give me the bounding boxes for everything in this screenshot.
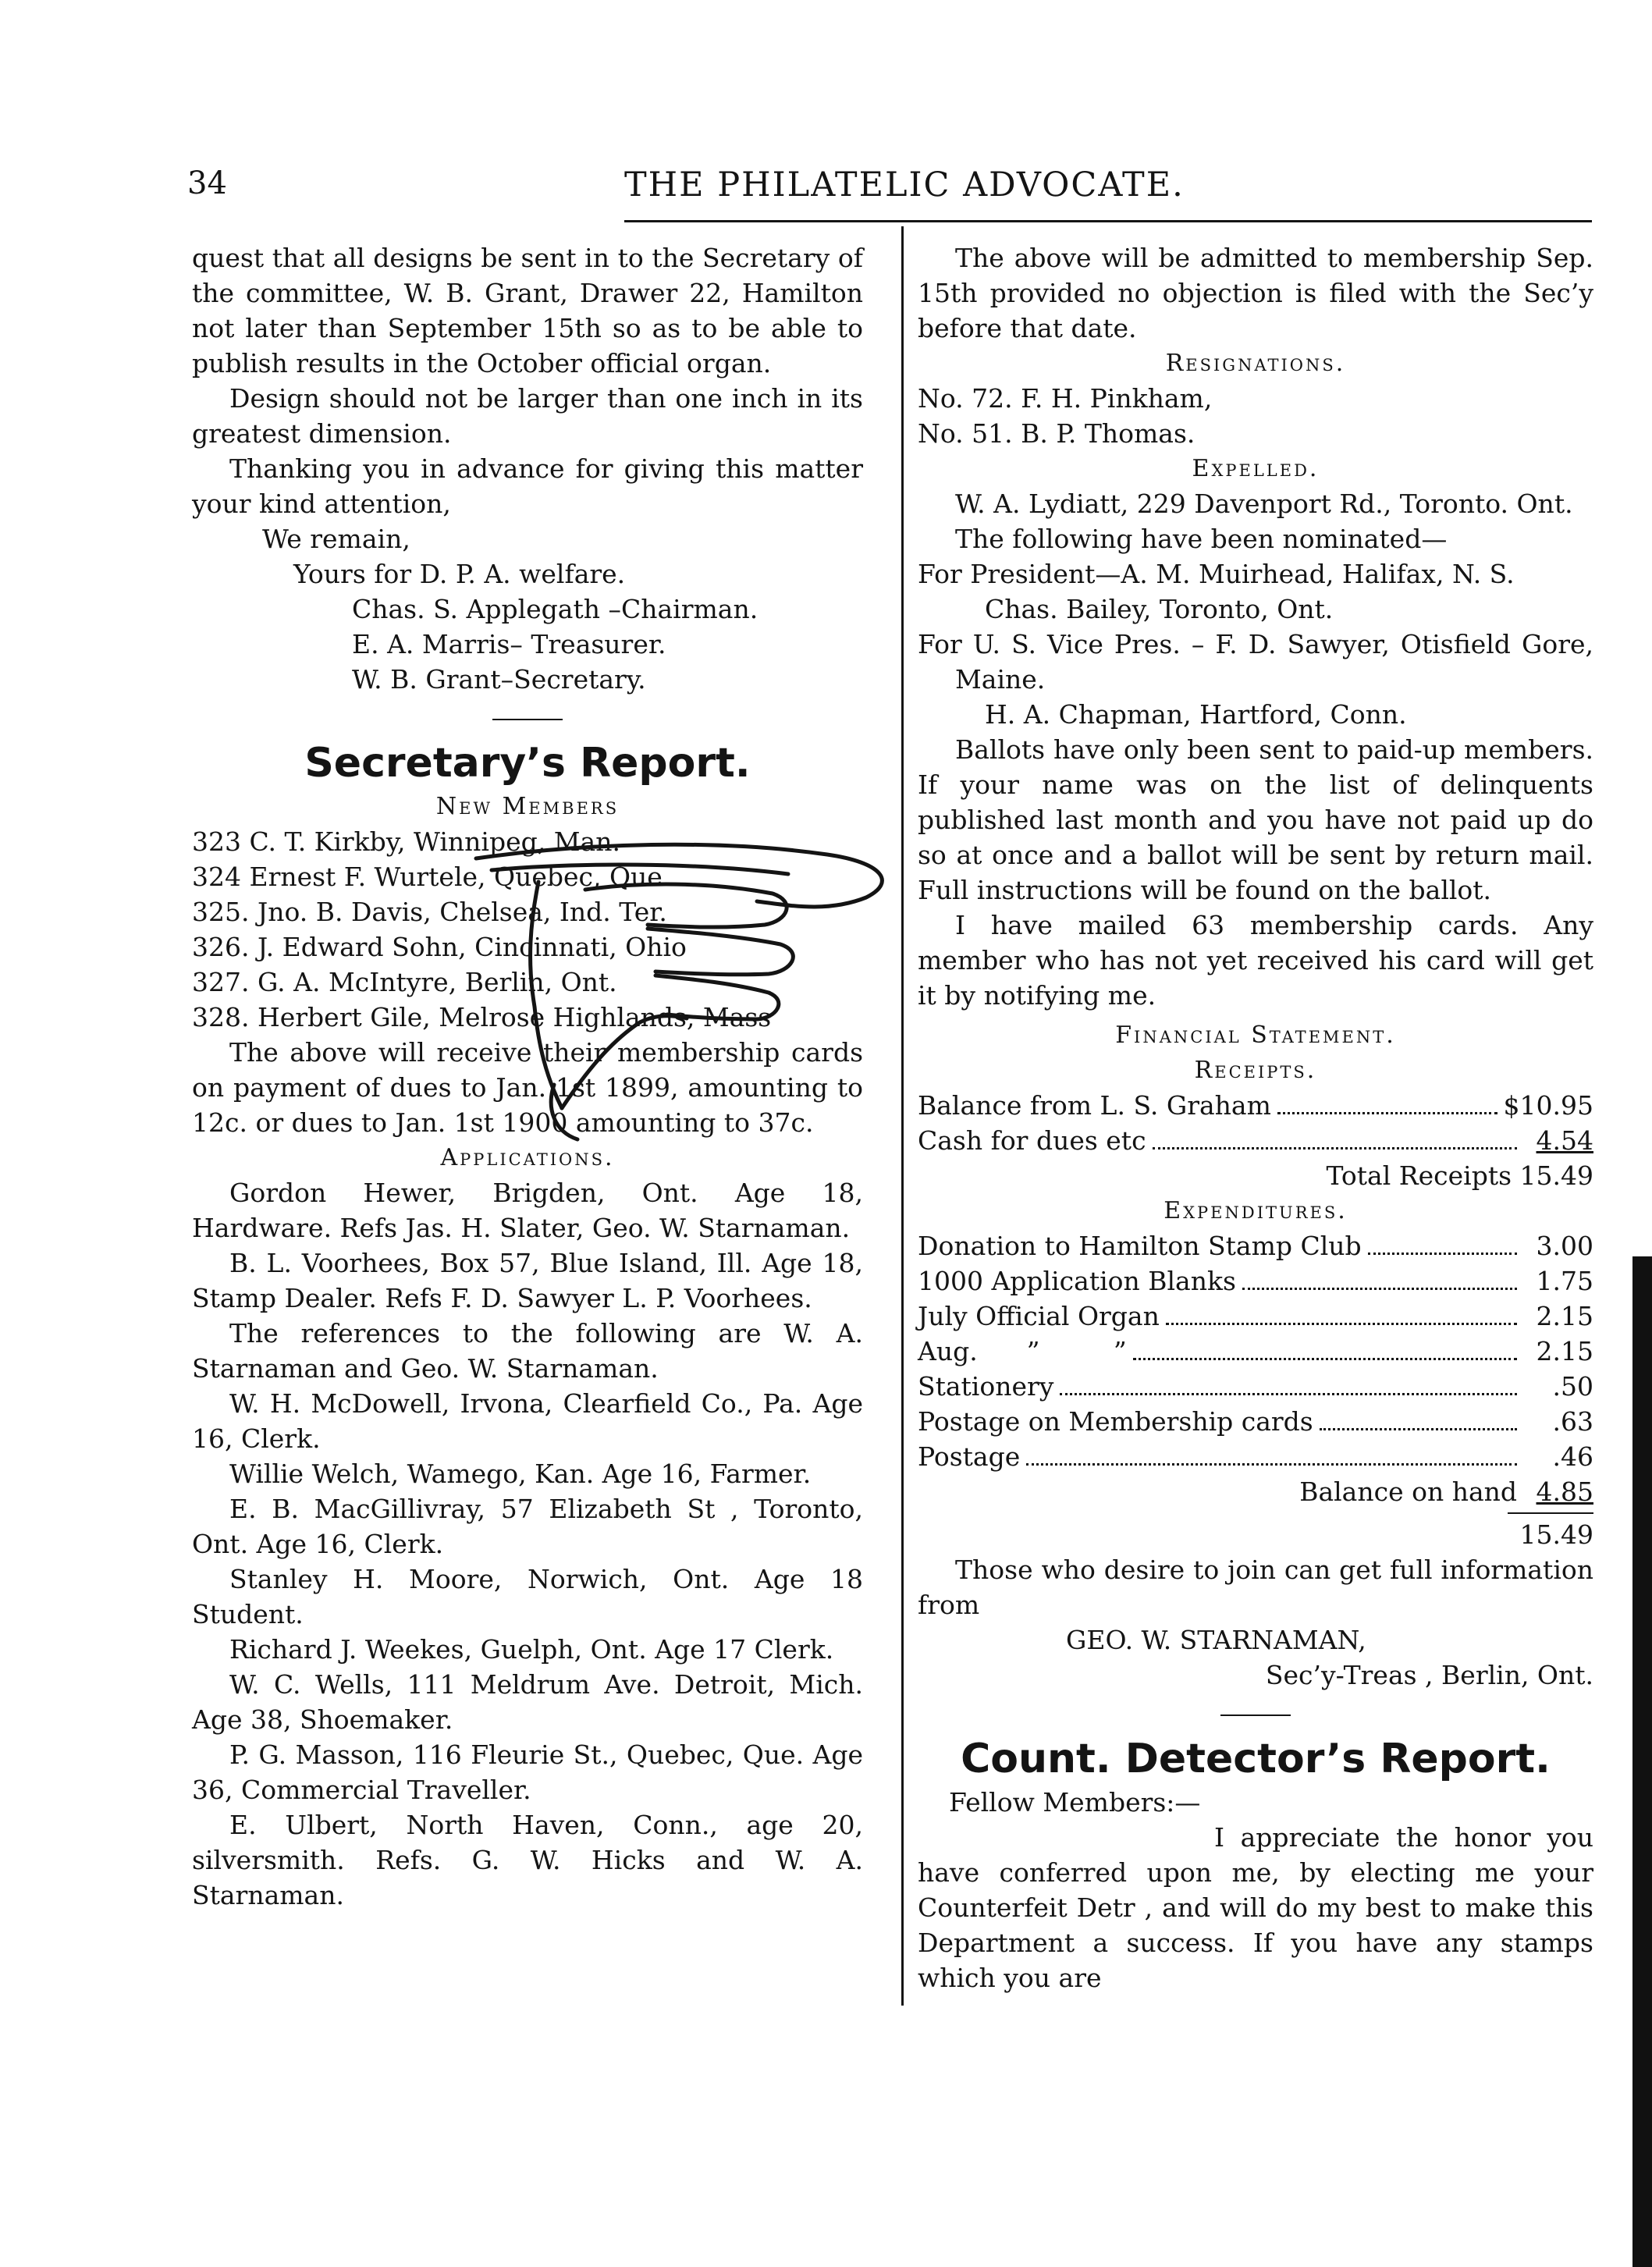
- receipt-label: Cash for dues etc: [918, 1125, 1146, 1156]
- expenditure-label: Postage on Membership cards: [918, 1406, 1313, 1437]
- expenditure-amount: .50: [1552, 1371, 1593, 1402]
- page-edge-shadow: [1632, 1256, 1652, 2267]
- intro-paragraph-3: Thanking you in advance for giving this matter your kind attention,: [192, 453, 863, 519]
- expenditure-label: Postage: [918, 1441, 1021, 1472]
- signature-treasurer: E. A. Marris– Treasurer.: [352, 629, 666, 659]
- president-nomination: For President—A. M. Muirhead, Halifax, N. S.: [918, 559, 1515, 589]
- counterfeit-report-title: Count. Detector’s Report.: [961, 1736, 1551, 1782]
- list-item: 328. Herbert Gile, Melrose Highlands, Mass: [192, 1002, 772, 1032]
- expenditure-label: Donation to Hamilton Stamp Club: [918, 1231, 1362, 1261]
- admit-note: The above will be admitted to membership Sep. 15th provided no objection is filed with the Sec’y before that date.: [918, 243, 1593, 343]
- dot-leader: [1133, 1358, 1517, 1360]
- applications-list: [192, 1175, 863, 1913]
- resignations-heading: Resignations.: [1165, 350, 1346, 377]
- expenditure-label: 1000 Application Blanks: [918, 1266, 1236, 1296]
- applications-heading: Applications.: [440, 1144, 615, 1171]
- counterfeit-paragraph: I appreciate the honor you have conferred upon me, by electing me your Counterfeit Detr , and will do my best to make this Department a success. If you have any stamps which you are: [918, 1822, 1593, 1993]
- list-item: 324 Ernest F. Wurtele, Quebec, Que.: [192, 862, 671, 892]
- signature-secretary: W. B. Grant–Secretary.: [352, 664, 646, 695]
- cards-note: I have mailed 63 membership cards. Any member who has not yet received his card will get it by notifying me.: [918, 910, 1593, 1011]
- financial-statement-heading: Financial Statement.: [1115, 1022, 1396, 1049]
- join-note: Those who desire to join can get full information from: [918, 1555, 1593, 1620]
- secretary-title: Sec’y-Treas , Berlin, Ont.: [1265, 1660, 1593, 1690]
- section-rule: [492, 719, 563, 720]
- president-alternate: Chas. Bailey, Toronto, Ont.: [985, 594, 1334, 624]
- list-item: 326. J. Edward Sohn, Cincinnati, Ohio: [192, 932, 687, 962]
- signature-chairman: Chas. S. Applegath –Chairman.: [352, 594, 758, 624]
- expenditure-amount: 1.75: [1536, 1266, 1593, 1296]
- expenditure-amount: 3.00: [1536, 1231, 1593, 1261]
- expenditure-label: July Official Organ: [918, 1301, 1160, 1331]
- total-receipts: Total Receipts 15.49: [1326, 1160, 1593, 1191]
- dot-leader: [1368, 1253, 1517, 1255]
- receipt-amount: 4.54: [1536, 1125, 1593, 1156]
- salutation: Fellow Members:—: [949, 1787, 1201, 1818]
- nominated-intro: The following have been nominated—: [955, 524, 1448, 554]
- page-number: 34: [187, 165, 227, 201]
- list-item: E. B. MacGillivray, 57 Elizabeth St , Toronto, Ont. Age 16, Clerk.: [192, 1494, 863, 1559]
- list-item: B. L. Voorhees, Box 57, Blue Island, Ill. Age 18, Stamp Dealer. Refs F. D. Sawyer L. P. Voorhees.: [192, 1248, 863, 1313]
- table-row: [918, 1228, 1593, 1263]
- dot-leader: [1153, 1147, 1517, 1149]
- dot-leader: [1277, 1112, 1497, 1114]
- table-row: [918, 1404, 1593, 1439]
- list-item: P. G. Masson, 116 Fleurie St., Quebec, Que. Age 36, Commercial Traveller.: [192, 1739, 863, 1805]
- list-item: 327. G. A. McIntyre, Berlin, Ont.: [192, 967, 617, 997]
- running-head: [187, 165, 1600, 212]
- closing-yours: Yours for D. P. A. welfare.: [293, 559, 626, 589]
- list-item: Gordon Hewer, Brigden, Ont. Age 18, Hardware. Refs Jas. H. Slater, Geo. W. Starnaman.: [192, 1178, 863, 1243]
- table-row: [918, 1334, 1593, 1369]
- sum-rule: [1508, 1512, 1593, 1514]
- list-item: No. 51. B. P. Thomas.: [918, 418, 1195, 449]
- dot-leader: [1026, 1463, 1517, 1466]
- new-members-heading: New Members: [435, 793, 620, 820]
- members-note: The above will receive their membership cards on payment of dues to Jan. 1st 1899, amounting to 12c. or dues to Jan. 1st 1900 amounting to 37c.: [192, 1037, 863, 1138]
- balance-label: Balance on hand: [1299, 1476, 1518, 1507]
- list-item: 323 C. T. Kirkby, Winnipeg, Man.: [192, 826, 620, 857]
- list-item: 325. Jno. B. Davis, Chelsea, Ind. Ter.: [192, 897, 667, 927]
- expenditures-heading: Expenditures.: [1164, 1197, 1348, 1224]
- list-item: Willie Welch, Wamego, Kan. Age 16, Farmer.: [229, 1459, 812, 1489]
- closing-we-remain: We remain,: [262, 524, 410, 554]
- receipts-heading: Receipts.: [1194, 1057, 1317, 1084]
- header-rule: [624, 220, 1592, 222]
- expenditure-label: Stationery: [918, 1371, 1054, 1402]
- table-row: [918, 1123, 1593, 1158]
- list-item: Richard J. Weekes, Guelph, Ont. Age 17 Clerk.: [229, 1634, 834, 1665]
- list-item: W. H. McDowell, Irvona, Clearfield Co., Pa. Age 16, Clerk.: [192, 1388, 863, 1454]
- table-row: [918, 1369, 1593, 1404]
- secretary-name: GEO. W. STARNAMAN,: [1066, 1625, 1366, 1655]
- receipt-label: Balance from L. S. Graham: [918, 1090, 1271, 1121]
- intro-paragraph-1: quest that all designs be sent in to the Secretary of the committee, W. B. Grant, Drawer 22, Hamilton not later than September 15th so as to be able to publish results in the October official organ.: [192, 243, 863, 378]
- dot-leader: [1060, 1393, 1517, 1395]
- balance-row: [918, 1474, 1593, 1509]
- list-item: E. Ulbert, North Haven, Conn., age 20, silversmith. Refs. G. W. Hicks and W. A. Starnaman.: [192, 1810, 863, 1910]
- expenditure-amount: 2.15: [1536, 1301, 1593, 1331]
- expenditure-amount: .46: [1552, 1441, 1593, 1472]
- balance-amount: 4.85: [1536, 1476, 1593, 1507]
- expenditure-amount: .63: [1552, 1406, 1593, 1437]
- dot-leader: [1166, 1323, 1517, 1325]
- grand-total: 15.49: [1519, 1519, 1593, 1550]
- dot-leader: [1242, 1288, 1517, 1290]
- table-row: [918, 1439, 1593, 1474]
- ballots-note: Ballots have only been sent to paid-up members. If your name was on the list of delinquents published last month and you have not paid up do so at once and a ballot will be sent by return mail. Full instructions will be found on the ballot.: [918, 734, 1593, 905]
- dot-leader: [1320, 1428, 1517, 1430]
- table-row: [918, 1088, 1593, 1123]
- intro-paragraph-2: Design should not be larger than one inch in its greatest dimension.: [192, 383, 863, 449]
- list-item: Stanley H. Moore, Norwich, Ont. Age 18 Student.: [192, 1564, 863, 1629]
- receipt-amount: $10.95: [1503, 1090, 1593, 1121]
- list-item: W. C. Wells, 111 Meldrum Ave. Detroit, Mich. Age 38, Shoemaker.: [192, 1669, 863, 1735]
- expelled-entry: W. A. Lydiatt, 229 Davenport Rd., Toronto. Ont.: [955, 489, 1573, 519]
- list-item: The references to the following are W. A. Starnaman and Geo. W. Starnaman.: [192, 1318, 863, 1384]
- running-title: THE PHILATELIC ADVOCATE.: [624, 165, 1185, 204]
- secretary-report-title: Secretary’s Report.: [304, 740, 751, 787]
- expenditure-amount: 2.15: [1536, 1336, 1593, 1366]
- expenditure-label: Aug. ” ”: [918, 1336, 1127, 1366]
- section-rule: [1220, 1714, 1291, 1716]
- vice-president-alternate: H. A. Chapman, Hartford, Conn.: [985, 699, 1407, 730]
- expelled-heading: Expelled.: [1192, 455, 1320, 482]
- table-row: [918, 1263, 1593, 1299]
- right-column: [918, 240, 1593, 1995]
- vice-president-nomination: For U. S. Vice Pres. – F. D. Sawyer, Otisfield Gore, Maine.: [918, 629, 1593, 695]
- list-item: No. 72. F. H. Pinkham,: [918, 383, 1213, 414]
- column-divider: [901, 226, 904, 2006]
- pointing-hand-drawing: [460, 827, 897, 1155]
- table-row: [918, 1299, 1593, 1334]
